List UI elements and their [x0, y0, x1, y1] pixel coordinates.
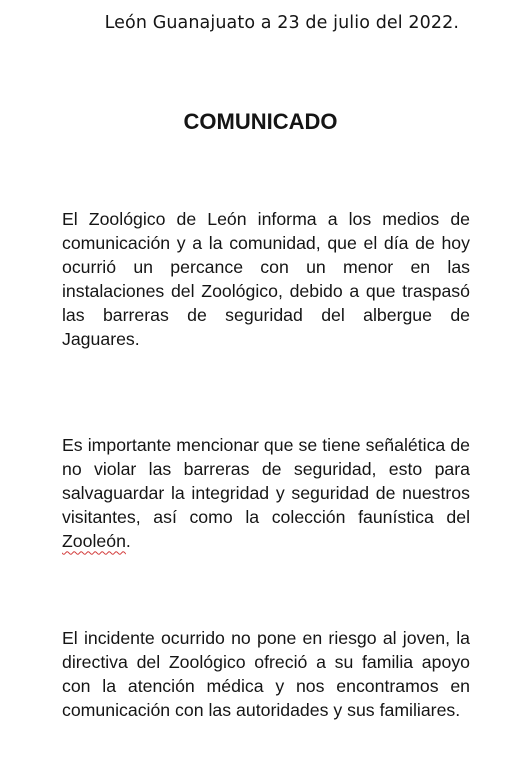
date-line: León Guanajuato a 23 de julio del 2022.: [104, 13, 459, 33]
document-title: COMUNICADO: [183, 109, 338, 134]
paragraph-family-support: El incidente ocurrido no pone en riesgo al joven, la directiva del Zoológico ofreció a su familia apoyo con la atención médica y nos encontramos en comunicación con las autoridades y sus familiares.: [62, 628, 470, 721]
paragraph-safety-signage: [62, 433, 470, 553]
paragraph-incident-notice: El Zoológico de León informa a los medios de comunicación y a la comunidad, que el día de hoy ocurrió un percance con un menor en las instalaciones del Zoológico, debido a que traspasó las barreras de seguridad del albergue de Jaguares.: [62, 209, 470, 350]
paragraph-period: .: [125, 531, 131, 552]
spellcheck-marked-word: Zooleón: [62, 531, 126, 552]
paragraph-safety-signage-text: Es importante mencionar que se tiene señalética de no violar las barreras de seguridad, esto para salvaguardar la integridad y seguridad de nuestros visitantes, así como la colección faunística del: [62, 435, 470, 528]
